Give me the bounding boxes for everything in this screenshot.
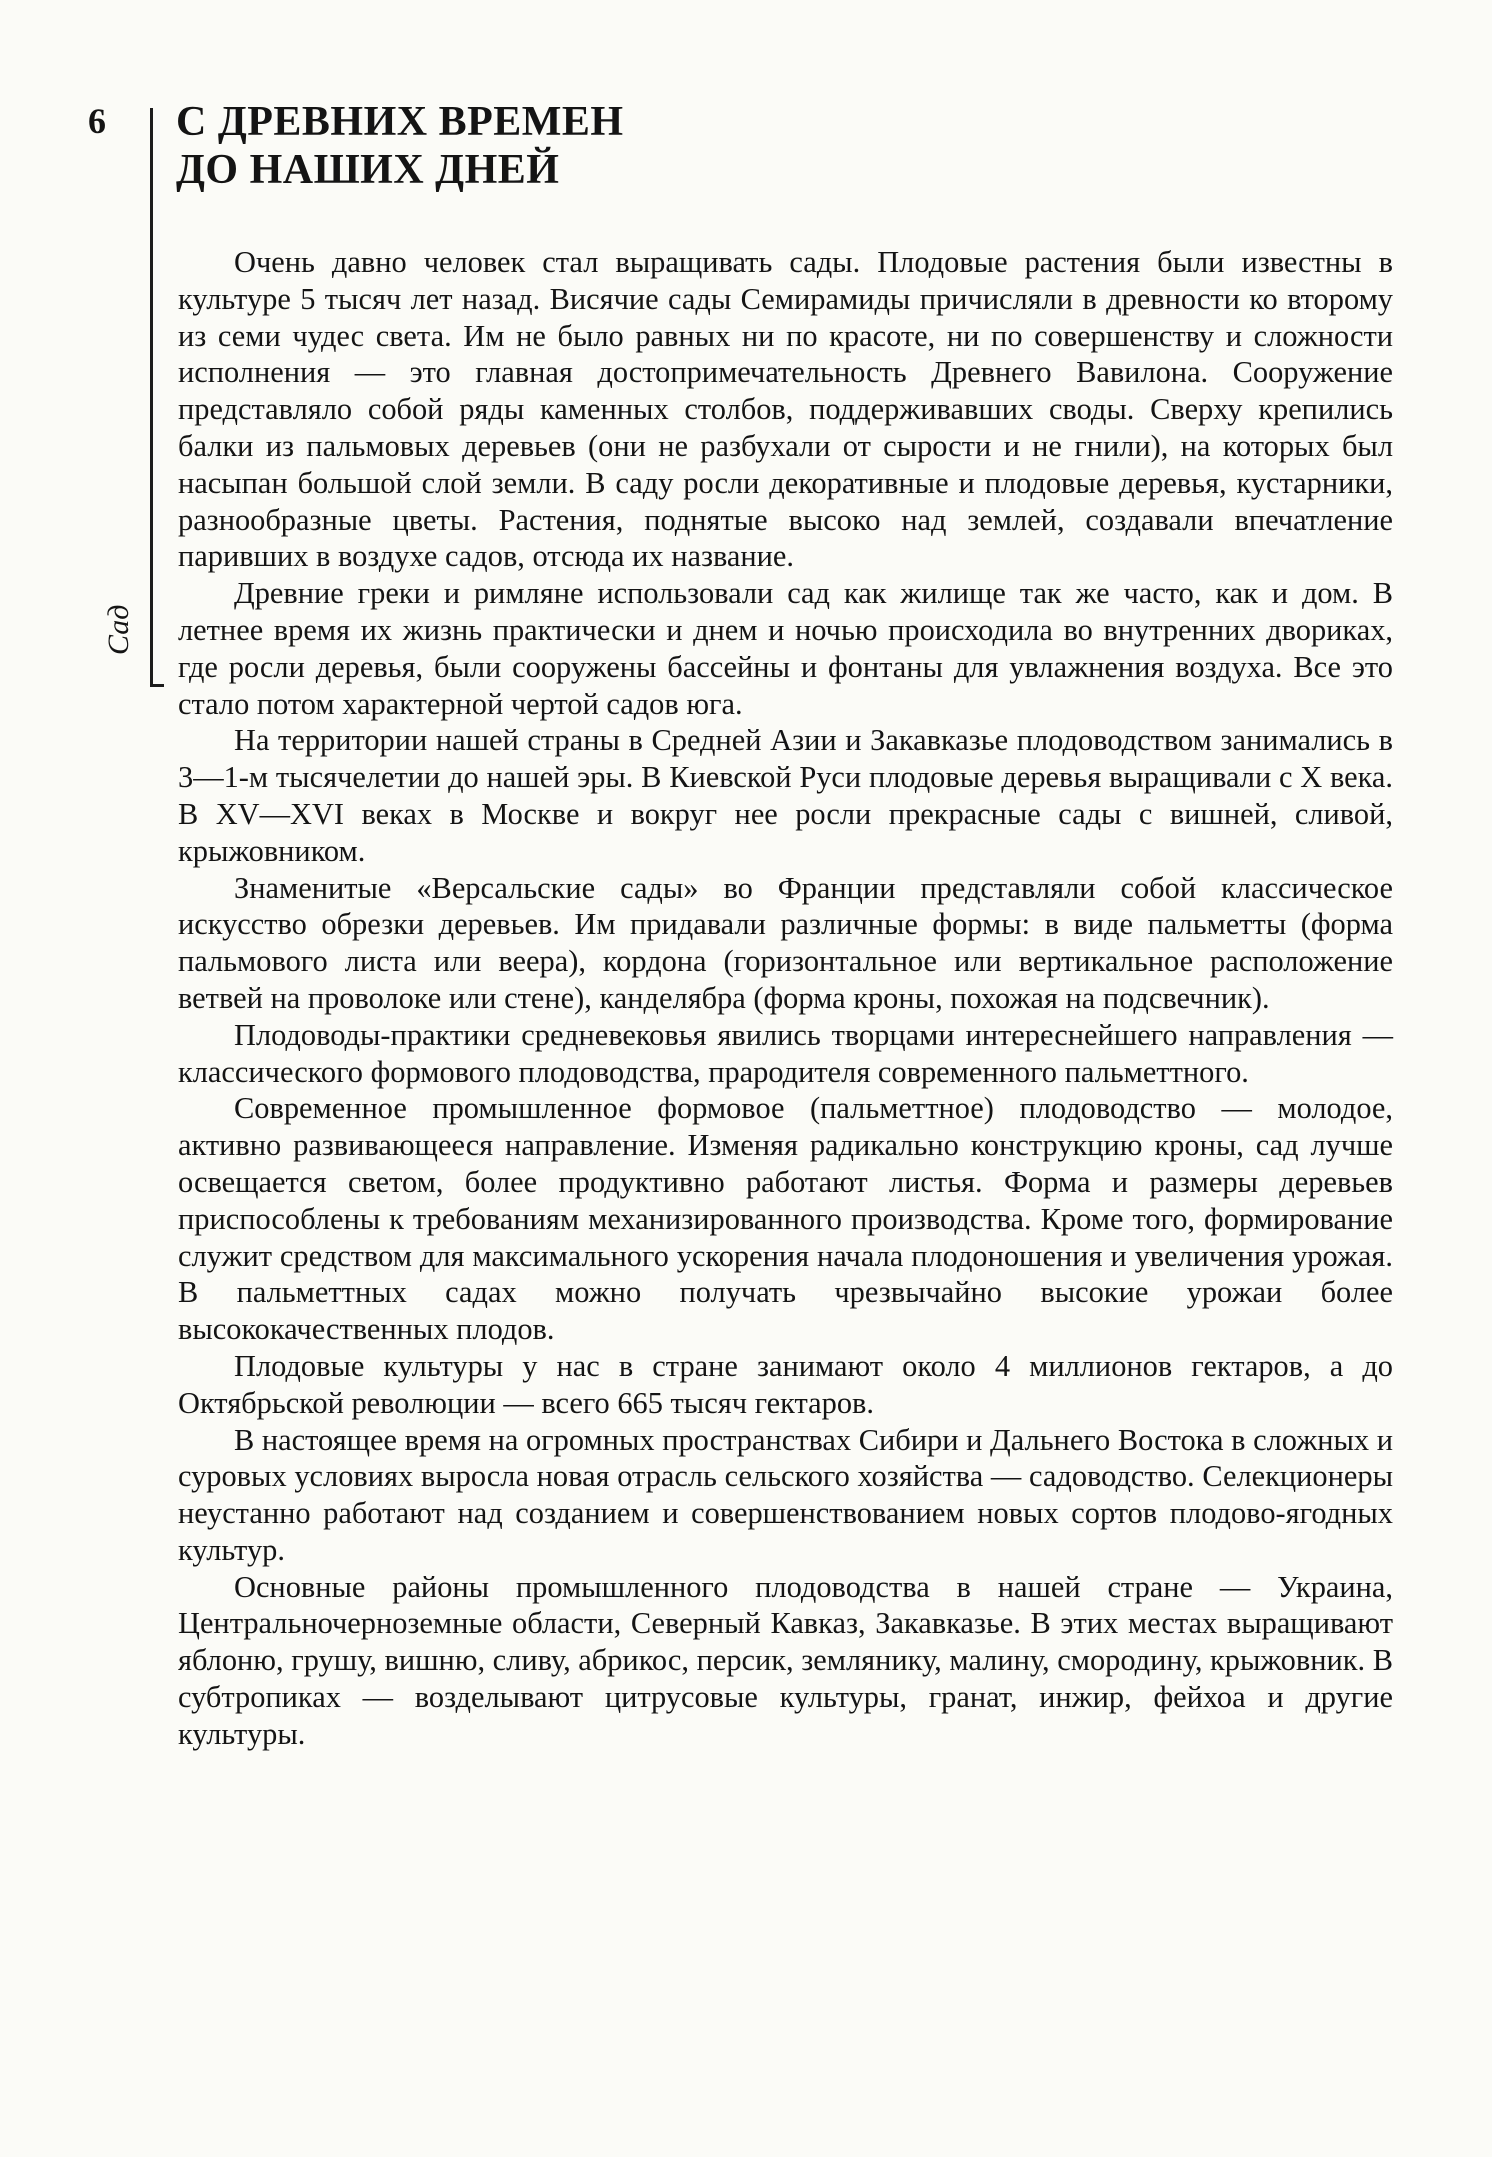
paragraph: На территории нашей страны в Средней Азии и Закавказье плодоводством занимались в 3—1-м тысячелетии до нашей эры. В Киевской Руси плодовые деревья выращивали с X века. В XV—XVI веках в Москве и вокруг нее росли прекрасные сады с вишней, сливой, крыжовником. bbox=[178, 723, 1393, 868]
page-number: 6 bbox=[88, 101, 106, 141]
margin-rule bbox=[150, 108, 153, 686]
chapter-title-line: ДО НАШИХ ДНЕЙ bbox=[176, 147, 560, 193]
chapter-title bbox=[176, 98, 876, 194]
paragraph: В настоящее время на огромных пространствах Сибири и Дальнего Востока в сложных и суровых условиях выросла новая отрасль сельского хозяйства — садоводство. Селекционеры неустанно работают над созданием и совершенствованием новых сортов плодово-ягодных культур. bbox=[178, 1422, 1393, 1567]
section-label: Сад bbox=[102, 604, 135, 655]
paragraph: Знаменитые «Версальские сады» во Франции представляли собой классическое искусство обрезки деревьев. Им придавали различные формы: в виде пальметты (форма пальмового листа или веера), кордона (горизонтальное или вертикальное расположение ветвей на проволоке или стене), канделябра (форма кроны, похожая на подсвечник). bbox=[178, 870, 1393, 1015]
paragraph: Очень давно человек стал выращивать сады. Плодовые растения были известны в культуре 5 тысяч лет назад. Висячие сады Семирамиды причисляли в древности ко второму из семи чудес света. Им не было равных ни по красоте, ни по совершенству и сложности исполнения — это главная достопримечательность Древнего Вавилона. Сооружение представляло собой ряды каменных столбов, поддерживавших своды. Сверху крепились балки из пальмовых деревьев (они не разбухали от сырости и не гнили), на которых был насыпан большой слой земли. В саду росли декоративные и плодовые деревья, кустарники, разнообразные цветы. Растения, поднятые высоко над землей, создавали впечатление паривших в воздухе садов, отсюда их название. bbox=[178, 245, 1393, 574]
paragraph: Плодовые культуры у нас в стране занимают около 4 миллионов гектаров, а до Октябрьской революции — всего 665 тысяч гектаров. bbox=[178, 1348, 1393, 1420]
paragraph: Плодоводы-практики средневековья явились творцами интереснейшего направления — классического формового плодоводства, прародителя современного пальметтного. bbox=[178, 1017, 1393, 1089]
paragraph: Древние греки и римляне использовали сад как жилище так же часто, как и дом. В летнее время их жизнь практически и днем и ночью происходила во внутренних двориках, где росли деревья, были сооружены бассейны и фонтаны для увлажнения воздуха. Все это стало потом характерной чертой садов юга. bbox=[178, 576, 1393, 721]
margin-rule-tick bbox=[150, 684, 164, 687]
paragraph: Основные районы промышленного плодоводства в нашей стране — Украина, Центральночерноземные области, Северный Кавказ, Закавказье. В этих местах выращивают яблоню, грушу, вишню, сливу, абрикос, персик, землянику, малину, смородину, крыжовник. В субтропиках — возделывают цитрусовые культуры, гранат, инжир, фейхоа и другие культуры. bbox=[178, 1569, 1393, 1751]
chapter-title-line: С ДРЕВНИХ ВРЕМЕН bbox=[176, 99, 624, 145]
body-text bbox=[178, 244, 1393, 1753]
paragraph: Современное промышленное формовое (пальметтное) плодоводство — молодое, активно развивающееся направление. Изменяя радикально конструкцию кроны, сад лучше освещается светом, более продуктивно работают листья. Форма и размеры деревьев приспособлены к требованиям механизированного производства. Кроме того, формирование служит средством для максимального ускорения начала плодоношения и увеличения урожая. В пальметтных садах можно получать чрезвычайно высокие урожаи более высококачественных плодов. bbox=[178, 1091, 1393, 1347]
